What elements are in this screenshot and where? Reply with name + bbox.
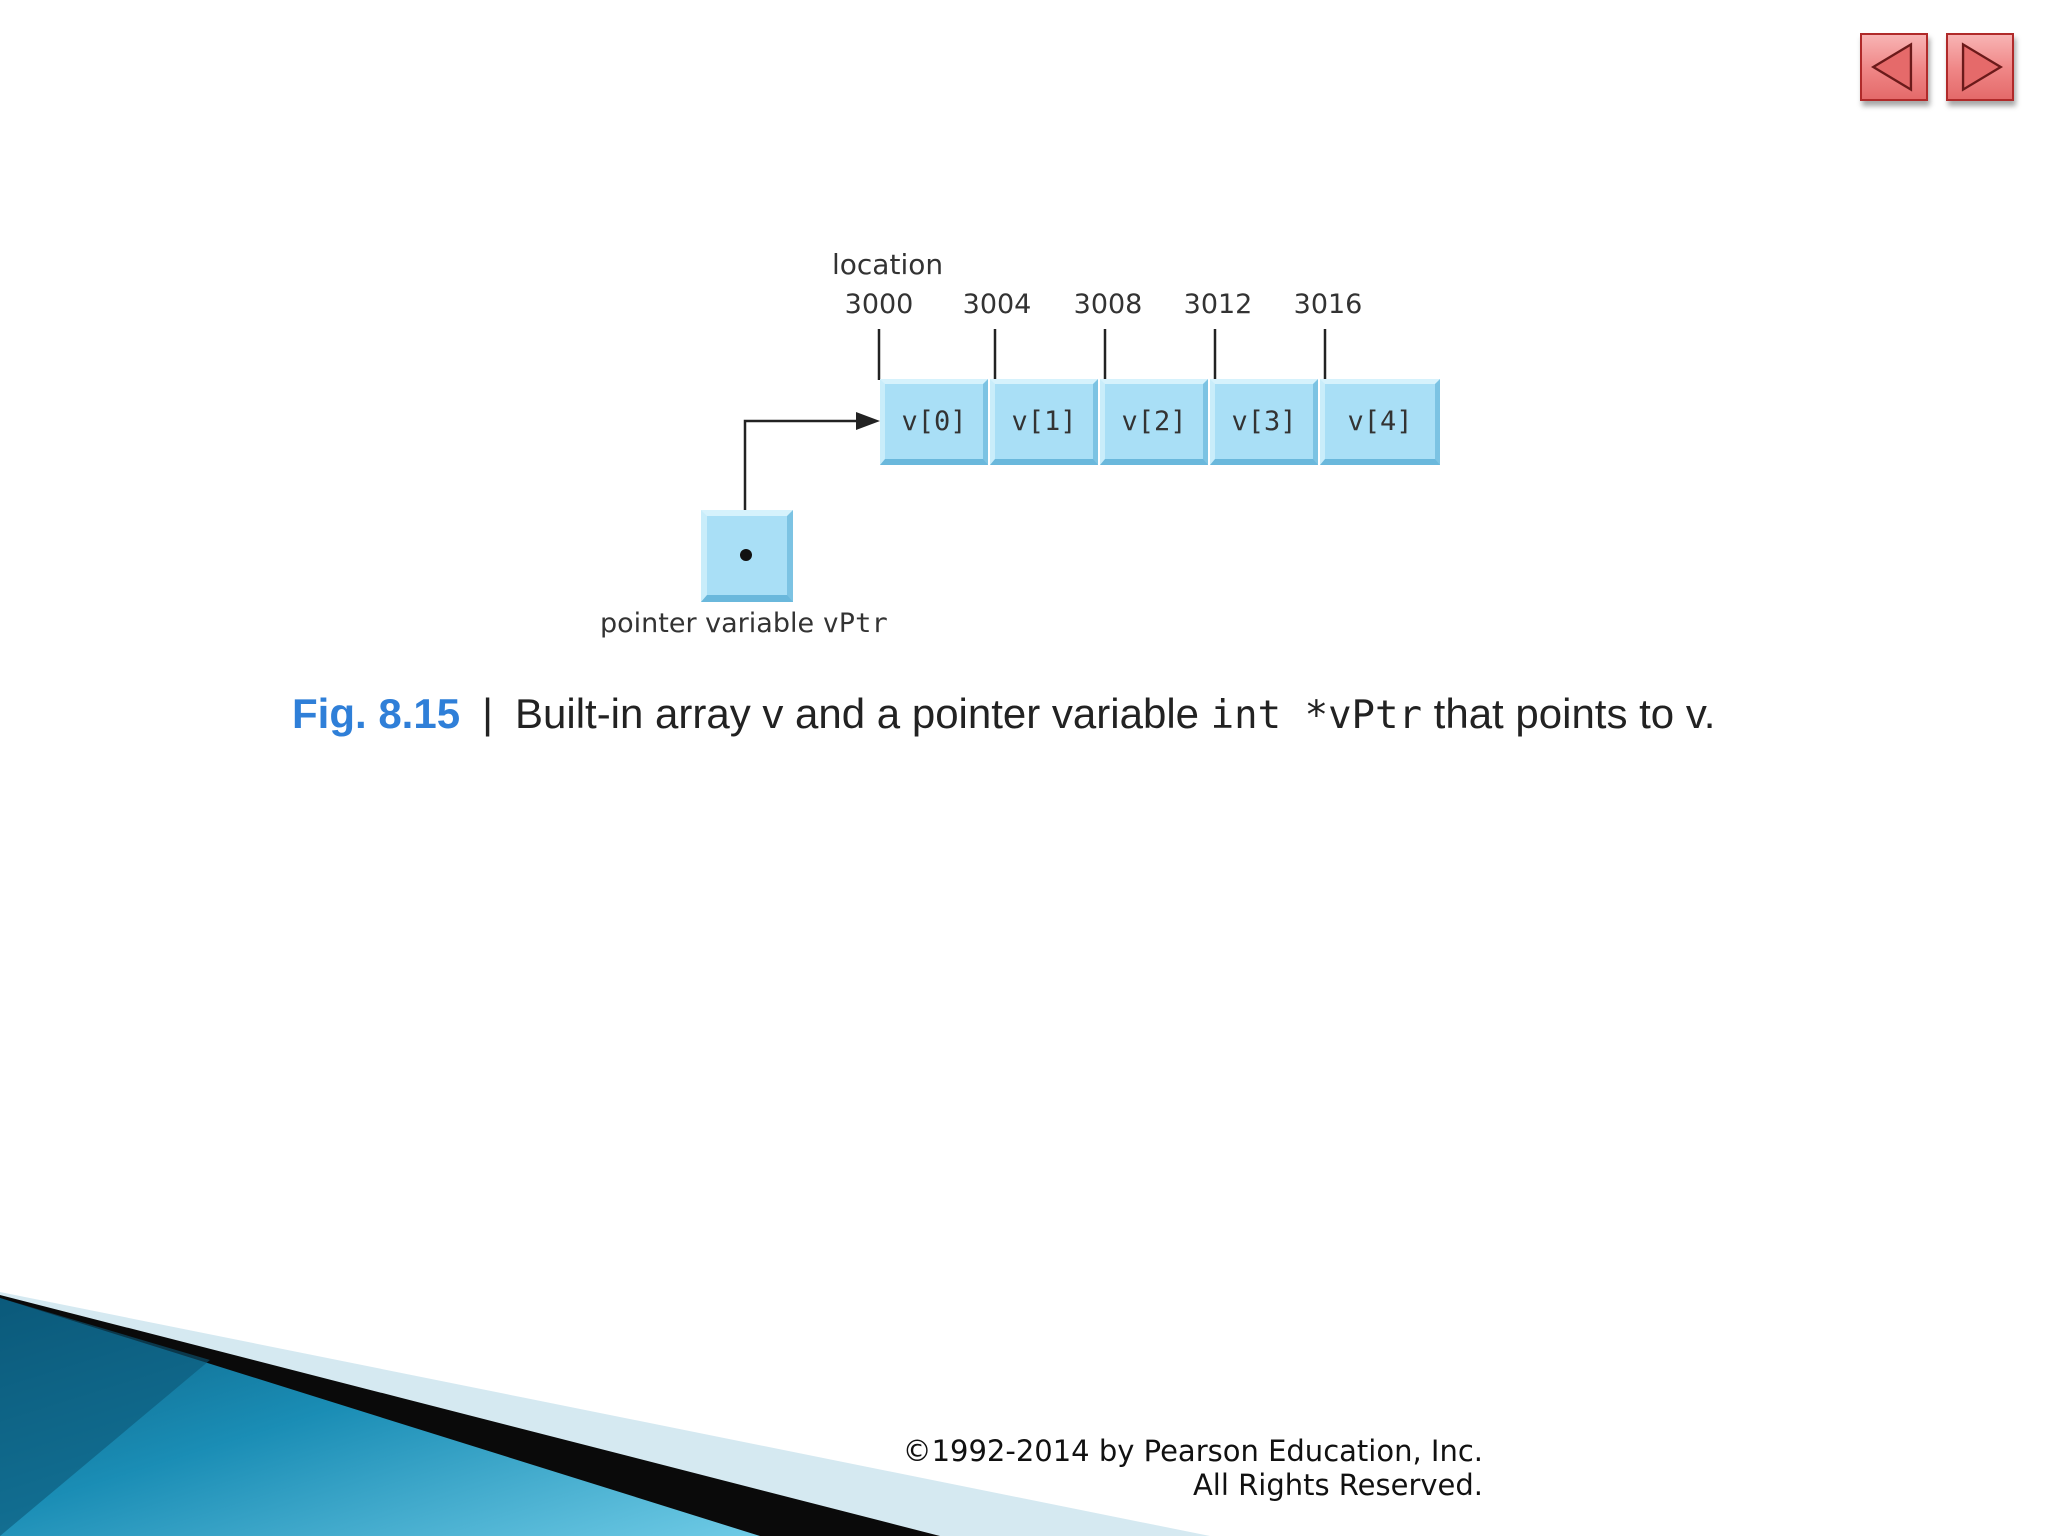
caption-code: int *vPtr: [1210, 693, 1422, 738]
address-label: 3000: [844, 289, 914, 320]
address-label: 3004: [962, 289, 1032, 320]
pointer-dot: [739, 548, 753, 562]
caption-text: Built-in array v and a pointer variable: [514, 690, 1211, 737]
address-label: 3012: [1183, 289, 1253, 320]
array-cell: v[0]: [880, 379, 988, 465]
copyright-line: ©1992-2014 by Pearson Education, Inc.: [902, 1434, 1483, 1468]
array-cell: v[3]: [1210, 379, 1318, 465]
address-label: 3016: [1293, 289, 1363, 320]
address-label: 3008: [1073, 289, 1143, 320]
caption-separator: |: [482, 690, 493, 737]
pointer-variable-label: pointer variable vPtr: [600, 608, 888, 639]
array-cell: v[2]: [1100, 379, 1208, 465]
rights-line: All Rights Reserved.: [1192, 1468, 1483, 1502]
array-cell: v[4]: [1320, 379, 1440, 465]
pointer-arrowhead: [856, 412, 880, 430]
caption-text: that points to v.: [1422, 690, 1716, 737]
diagram-connectors: [0, 0, 2048, 700]
figure-number: Fig. 8.15: [292, 690, 461, 737]
array-cell: v[1]: [990, 379, 1098, 465]
figure-caption: [292, 682, 1732, 748]
location-label: location: [832, 248, 944, 281]
copyright-notice: [903, 1434, 1483, 1502]
